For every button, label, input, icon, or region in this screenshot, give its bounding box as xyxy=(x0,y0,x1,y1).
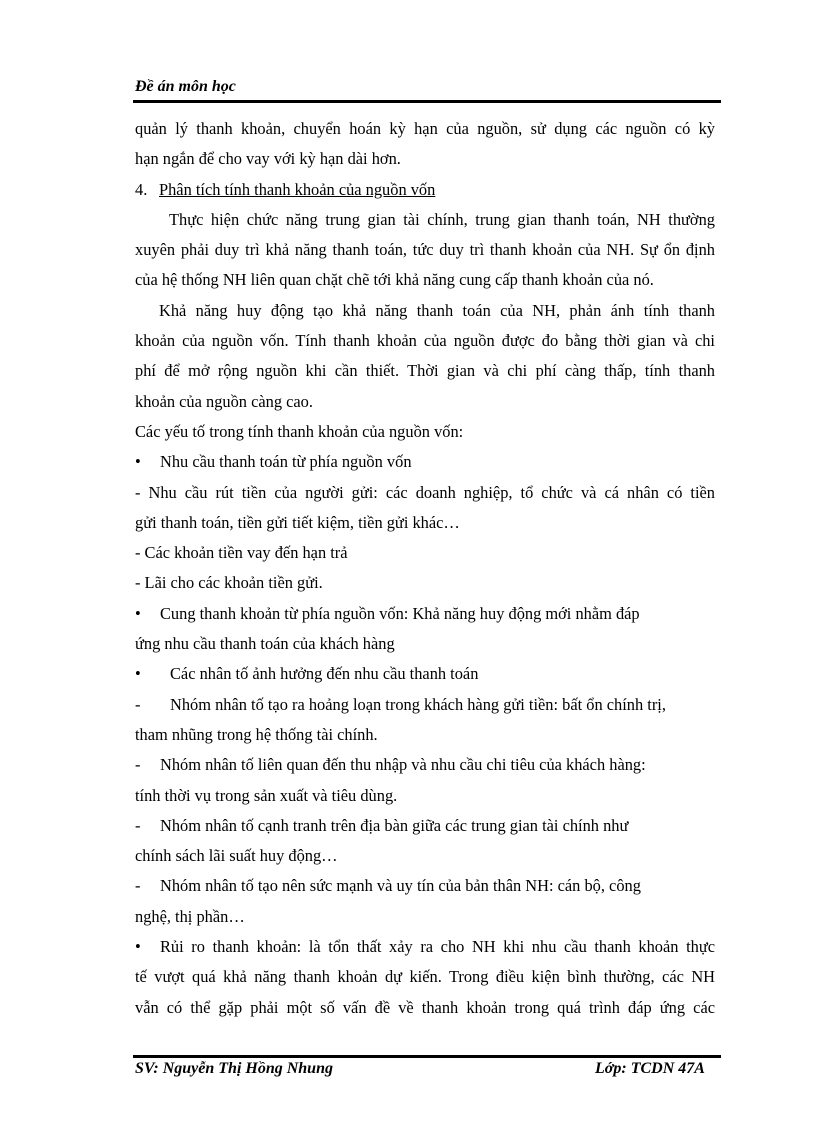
footer-class: Lớp: TCDN 47A xyxy=(595,1060,705,1077)
body-line: - Lãi cho các khoản tiền gửi. xyxy=(135,573,323,593)
body-line: tham nhũng trong hệ thống tài chính. xyxy=(135,724,378,744)
body-line: quản lý thanh khoản, chuyển hoán kỳ hạn của nguồn, sử dụng các nguồn có kỳ xyxy=(135,119,715,138)
body-line: xuyên phải duy trì khả năng thanh toán, tức duy trì thanh khoản của NH. Sự ổn định xyxy=(135,240,715,260)
bullet-item xyxy=(135,447,715,477)
body-line: Khả năng huy động tạo khả năng thanh toán của NH, phản ánh tính thanh xyxy=(159,300,715,320)
dash-text: Nhóm nhân tố tạo nên sức mạnh và uy tín của bản thân NH: cán bộ, công xyxy=(160,876,641,896)
dash-item xyxy=(135,871,715,901)
dash-item xyxy=(135,690,715,720)
dash-symbol: - xyxy=(135,815,141,835)
body-line: hạn ngắn để cho vay với kỳ hạn dài hơn. xyxy=(135,149,401,169)
body-line: Thực hiện chức năng trung gian tài chính, trung gian thanh toán, NH thường xyxy=(169,209,715,229)
dash-text: Nhóm nhân tố liên quan đến thu nhập và nhu cầu chi tiêu của khách hàng: xyxy=(160,755,646,775)
section-number: 4. xyxy=(135,179,148,199)
body-line: tính thời vụ trong sản xuất và tiêu dùng. xyxy=(135,785,398,805)
body-line: - Các khoản tiền vay đến hạn trả xyxy=(135,543,348,563)
body-line: vẫn có thể gặp phải một số vấn đề về thanh khoản trong quá trình đáp ứng các xyxy=(135,997,715,1017)
body-line: chính sách lãi suất huy động… xyxy=(135,846,338,866)
dash-item xyxy=(135,750,715,780)
bullet-text: Rủi ro thanh khoản: là tổn thất xảy ra cho NH khi nhu cầu thanh khoản thực xyxy=(160,937,715,957)
dash-item xyxy=(135,811,715,841)
body-line: tế vượt quá khả năng thanh khoản dự kiến. Trong điều kiện bình thường, các NH xyxy=(135,967,715,987)
bullet-icon: • xyxy=(135,452,141,472)
body-line: nghệ, thị phần… xyxy=(135,906,245,926)
dash-symbol: - xyxy=(135,694,141,714)
dash-text: Nhóm nhân tố tạo ra hoảng loạn trong khách hàng gửi tiền: bất ổn chính trị, xyxy=(170,694,666,714)
bullet-text: Cung thanh khoản từ phía nguồn vốn: Khả năng huy động mới nhằm đáp xyxy=(160,603,640,623)
body-line: khoản của nguồn càng cao. xyxy=(135,391,313,411)
document-header-title: Đề án môn học xyxy=(135,78,236,95)
bullet-icon: • xyxy=(135,603,141,623)
dash-text: Nhóm nhân tố cạnh tranh trên địa bàn giữa các trung gian tài chính như xyxy=(160,815,629,835)
bullet-icon: • xyxy=(135,664,141,684)
body-line: phí để mở rộng nguồn khi cần thiết. Thời gian và chi phí càng thấp, tính thanh xyxy=(135,361,715,381)
footer-student-name: SV: Nguyễn Thị Hồng Nhung xyxy=(135,1060,333,1077)
body-line: khoản của nguồn vốn. Tính thanh khoản của nguồn được đo bằng thời gian và chi xyxy=(135,331,715,351)
footer-divider xyxy=(133,1055,721,1058)
bullet-text: Các nhân tố ảnh hưởng đến nhu cầu thanh toán xyxy=(170,664,479,684)
document-body xyxy=(135,114,715,1023)
bullet-item xyxy=(135,599,715,629)
bullet-item xyxy=(135,659,715,689)
body-line: ứng nhu cầu thanh toán của khách hàng xyxy=(135,634,395,654)
body-line: gửi thanh toán, tiền gửi tiết kiệm, tiền gửi khác… xyxy=(135,512,460,532)
bullet-item xyxy=(135,932,715,962)
section-heading xyxy=(135,175,715,205)
dash-symbol: - xyxy=(135,876,141,896)
section-heading-text: Phân tích tính thanh khoản của nguồn vốn xyxy=(159,179,436,199)
body-line: - Nhu cầu rút tiền của người gửi: các doanh nghiệp, tổ chức và cá nhân có tiền xyxy=(135,482,715,502)
header-divider xyxy=(133,100,721,103)
body-line: Các yếu tố trong tính thanh khoản của nguồn vốn: xyxy=(135,421,464,441)
bullet-icon: • xyxy=(135,937,141,957)
dash-symbol: - xyxy=(135,755,141,775)
body-line: của hệ thống NH liên quan chặt chẽ tới khả năng cung cấp thanh khoản của nó. xyxy=(135,270,654,290)
bullet-text: Nhu cầu thanh toán từ phía nguồn vốn xyxy=(160,452,412,472)
